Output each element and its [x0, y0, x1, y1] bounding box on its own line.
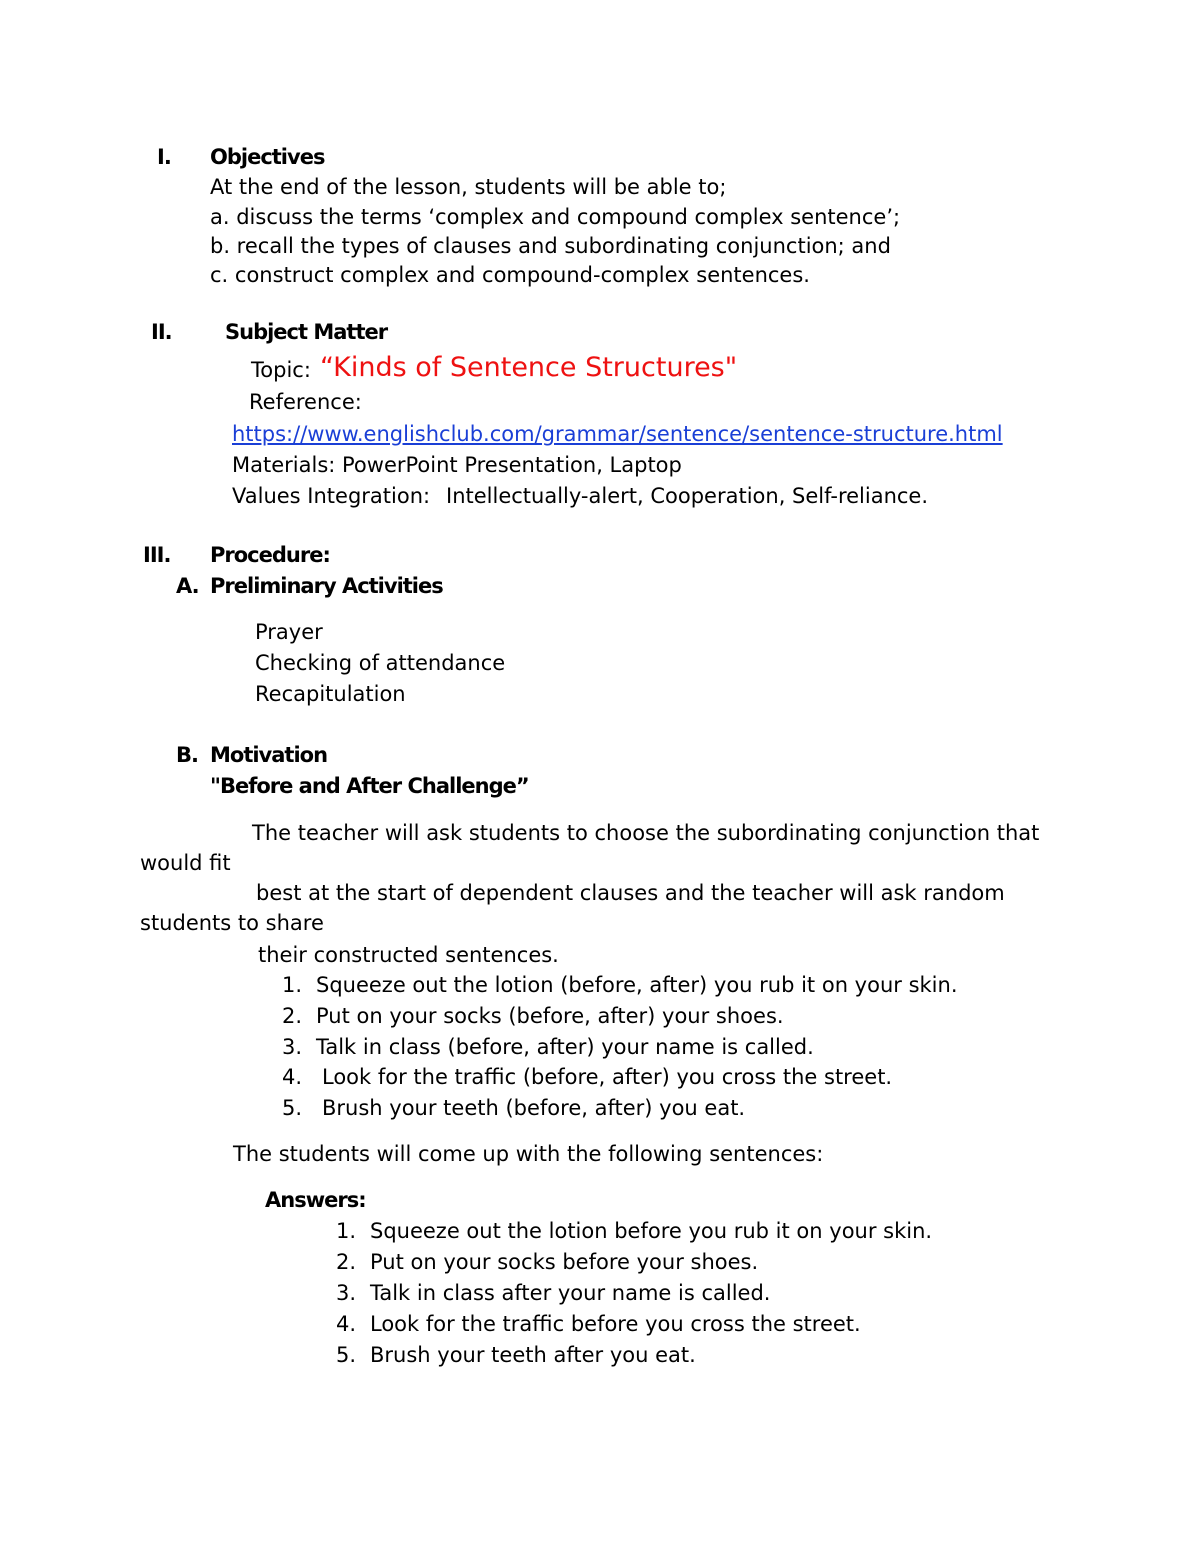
students-line: The students will come up with the following sentences: — [233, 1142, 824, 1166]
topic-label: Topic: — [251, 358, 311, 382]
subsection-letter-b: B. — [176, 743, 198, 767]
question-number: 3. — [282, 1035, 303, 1059]
question-text: Look for the traffic (before, after) you cross the street. — [322, 1065, 893, 1089]
answer-text: Talk in class after your name is called. — [370, 1281, 771, 1305]
objective-item-a: a. discuss the terms ‘complex and compound complex sentence’; — [210, 205, 901, 229]
procedure-heading: Procedure: — [210, 543, 330, 567]
subsection-letter-a: A. — [176, 574, 199, 598]
section-numeral-subject-matter: II. — [151, 320, 172, 344]
paragraph-line: The teacher will ask students to choose the subordinating conjunction that — [252, 821, 1040, 845]
activity-title: "Before and After Challenge” — [210, 774, 529, 798]
question-number: 1. — [282, 973, 303, 997]
values-label: Values Integration: — [232, 484, 431, 508]
paragraph-line: would fit — [140, 851, 231, 875]
objective-item-c: c. construct complex and compound-complex sentences. — [210, 263, 810, 287]
objectives-intro: At the end of the lesson, students will be able to; — [210, 175, 727, 199]
question-text: Put on your socks (before, after) your shoes. — [316, 1004, 784, 1028]
section-numeral-objectives: I. — [157, 145, 171, 169]
section-numeral-procedure: III. — [143, 543, 171, 567]
question-number: 4. — [282, 1065, 303, 1089]
answer-text: Put on your socks before your shoes. — [370, 1250, 759, 1274]
paragraph-line: their constructed sentences. — [258, 943, 559, 967]
answer-number: 3. — [336, 1281, 357, 1305]
objective-item-b: b. recall the types of clauses and subordinating conjunction; and — [210, 234, 891, 258]
answer-number: 2. — [336, 1250, 357, 1274]
preliminary-item-attendance: Checking of attendance — [255, 651, 506, 675]
objectives-heading: Objectives — [210, 145, 325, 169]
answer-text: Brush your teeth after you eat. — [370, 1343, 696, 1367]
answer-number: 1. — [336, 1219, 357, 1243]
paragraph-line: best at the start of dependent clauses and the teacher will ask random — [256, 881, 1005, 905]
answer-text: Squeeze out the lotion before you rub it on your skin. — [370, 1219, 933, 1243]
question-text: Squeeze out the lotion (before, after) you rub it on your skin. — [316, 973, 958, 997]
answer-text: Look for the traffic before you cross the street. — [370, 1312, 861, 1336]
reference-link[interactable]: https://www.englishclub.com/grammar/sentence/sentence-structure.html — [232, 422, 1003, 446]
question-text: Brush your teeth (before, after) you eat. — [322, 1096, 746, 1120]
materials-line: Materials: PowerPoint Presentation, Laptop — [232, 453, 682, 477]
paragraph-line: students to share — [140, 911, 324, 935]
question-number: 2. — [282, 1004, 303, 1028]
answer-number: 4. — [336, 1312, 357, 1336]
subject-matter-heading: Subject Matter — [225, 320, 388, 344]
motivation-heading: Motivation — [210, 743, 328, 767]
reference-label: Reference: — [249, 390, 362, 414]
answers-label: Answers: — [265, 1188, 366, 1212]
answer-number: 5. — [336, 1343, 357, 1367]
values-list: Intellectually-alert, Cooperation, Self-reliance. — [446, 484, 929, 508]
preliminary-item-recapitulation: Recapitulation — [255, 682, 406, 706]
topic-value: “Kinds of Sentence Structures" — [320, 352, 738, 383]
preliminary-item-prayer: Prayer — [255, 620, 323, 644]
question-number: 5. — [282, 1096, 303, 1120]
question-text: Talk in class (before, after) your name is called. — [316, 1035, 814, 1059]
preliminary-activities-heading: Preliminary Activities — [210, 574, 443, 598]
